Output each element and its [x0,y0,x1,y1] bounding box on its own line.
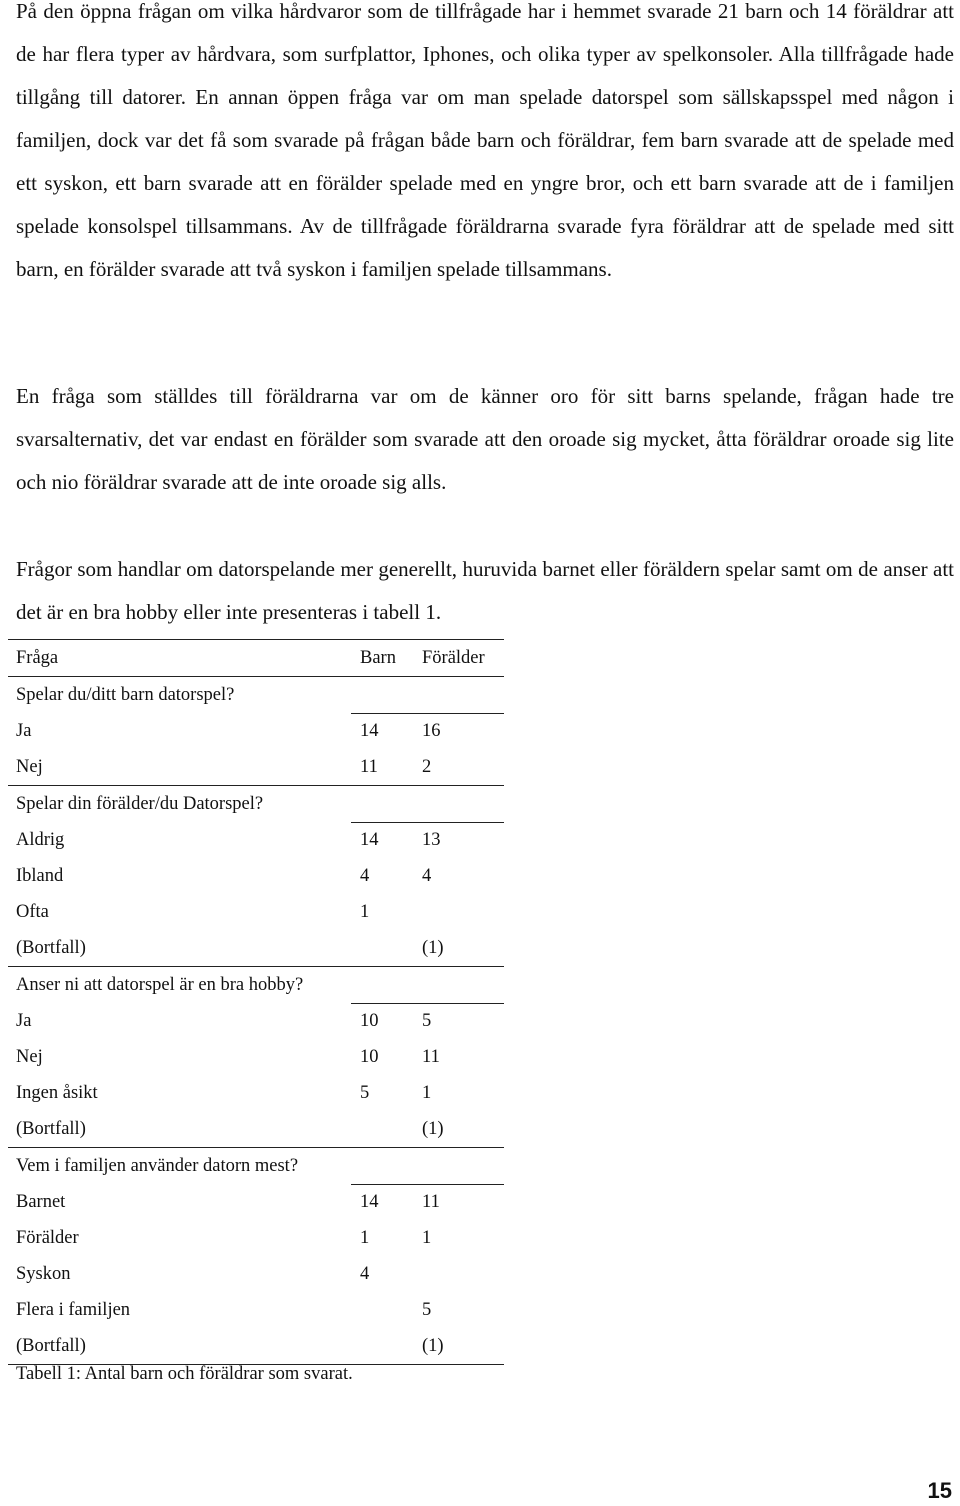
table-cell-child: 14 [360,1192,379,1212]
table-cell-child: 1 [360,1228,370,1248]
table-row-label: Ja [16,1011,32,1031]
table-section-question: Spelar din förälder/du Datorspel? [16,794,264,814]
table-section-question: Spelar du/ditt barn datorspel? [16,685,235,705]
table-cell-parent: 2 [422,757,432,777]
table-header-child: Barn [360,648,396,668]
table-cell-child: 14 [360,721,379,741]
table-cell-parent: (1) [422,1336,444,1356]
table-row [8,1075,504,1111]
table-section-question-row [8,676,504,713]
table-row [8,1220,504,1256]
table-row [8,1184,504,1220]
table-row [8,894,504,930]
table-row-label: (Bortfall) [16,938,86,958]
table-cell-parent: (1) [422,1119,444,1139]
table-row [8,749,504,785]
table-row-label: Aldrig [16,830,65,850]
table-row [8,1111,504,1147]
table-cell-child: 14 [360,830,379,850]
table-row-label: Nej [16,757,43,777]
paragraph-hardware-and-social-play: På den öppna frågan om vilka hårdvaror som de tillfrågade har i hemmet svarade 21 barn och 14 föräldrar att de har flera typer av hårdvara, som surfplattor, Iphones, och olika typer av spelkonsoler. Alla tillfrågade hade tillgång till datorer. En annan öppen fråga var om man spelade datorspel som sällskapsspel med någon i familjen, dock var det få som svarade på frågan både barn och föräldrar, fem barn svarade att de spelade med ett syskon, ett barn svarade att en förälder spelade med en yngre bror, och ett barn svarade att de i familjen spelade konsolspel tillsammans. Av de tillfrågade föräldrarna svarade fyra föräldrar att de spelade med sitt barn, en förälder svarade att två syskon i familjen spelade tillsammans. [16,0,954,281]
table-row-label: Ofta [16,902,49,922]
table-row-label: Barnet [16,1192,66,1212]
table-row-label: (Bortfall) [16,1336,86,1356]
table-row [8,1039,504,1075]
table-cell-parent: 5 [422,1011,432,1031]
table-row-label: Ja [16,721,32,741]
table-cell-parent: 13 [422,830,441,850]
table-cell-parent: 16 [422,721,441,741]
table-row-label: Flera i familjen [16,1300,131,1320]
paragraph-parent-worry: En fråga som ställdes till föräldrarna var om de känner oro för sitt barns spelande, frågan hade tre svarsalternativ, det var endast en förälder som svarade att den oroade sig mycket, åtta föräldrar oroade sig lite och nio föräldrar svarade att de inte oroade sig alls. [16,384,954,494]
table-cell-child: 4 [360,866,370,886]
table-cell-parent: 1 [422,1228,432,1248]
paragraph-table-intro: Frågor som handlar om datorspelande mer generellt, huruvida barnet eller föräldern spelar samt om de anser att det är en bra hobby eller inte presenteras i tabell 1. [16,557,954,624]
table-cell-parent: 11 [422,1047,440,1067]
table-header-parent: Förälder [422,648,485,668]
table-cell-child: 11 [360,757,378,777]
table-cell-child: 10 [360,1011,379,1031]
table-row [8,1292,504,1328]
table-cell-child: 1 [360,902,370,922]
table-cell-parent: 5 [422,1300,432,1320]
table-cell-parent: (1) [422,938,444,958]
table-cell-child: 5 [360,1083,370,1103]
table-row-label: Förälder [16,1228,79,1248]
table-cell-child: 4 [360,1264,370,1284]
table-section-question-row [8,966,504,1003]
table-row-label: Nej [16,1047,43,1067]
table-caption: Tabell 1: Antal barn och föräldrar som svarat. [16,1364,353,1384]
table-section-question-row [8,785,504,822]
table-cell-parent: 11 [422,1192,440,1212]
table-row [8,858,504,894]
results-table [8,639,504,1365]
table-cell-child: 10 [360,1047,379,1067]
page-number: 15 [927,1478,952,1503]
table-section-question: Vem i familjen använder datorn mest? [16,1156,299,1176]
table-row-label: Ingen åsikt [16,1083,98,1103]
table-cell-parent: 4 [422,866,432,886]
table-body [8,676,504,1365]
table-section-question-row [8,1147,504,1184]
table-row [8,1256,504,1292]
table-cell-parent: 1 [422,1083,432,1103]
table-row [8,822,504,858]
table-section-question: Anser ni att datorspel är en bra hobby? [16,975,304,995]
table-row-label: Syskon [16,1264,71,1284]
table-header-row [8,639,504,676]
table-row [8,1003,504,1039]
table-row-label: (Bortfall) [16,1119,86,1139]
table-header-question: Fråga [16,648,59,668]
table-row [8,713,504,749]
table-row [8,930,504,966]
table-row-label: Ibland [16,866,64,886]
